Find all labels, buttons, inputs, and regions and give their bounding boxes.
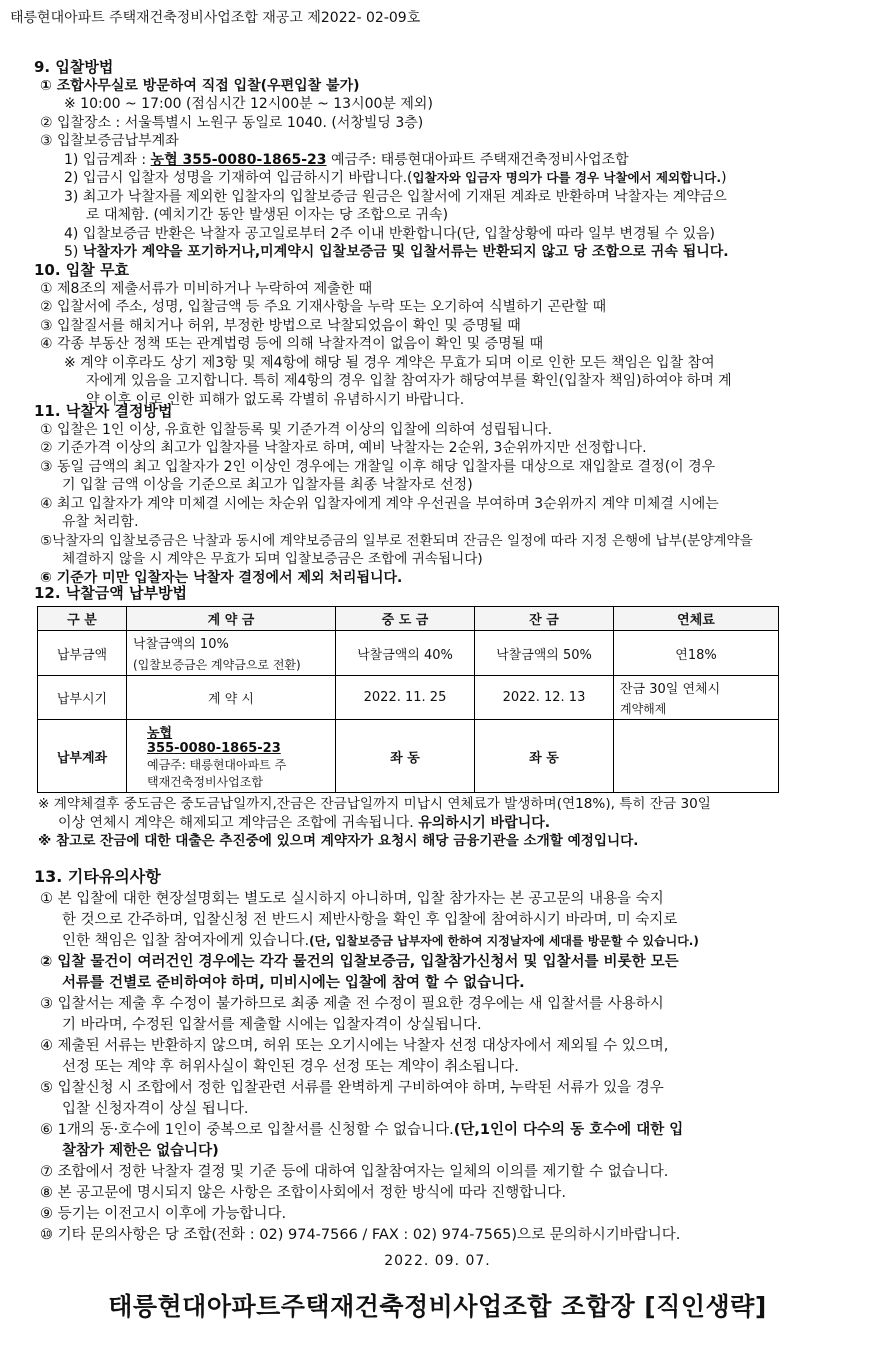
s13-line-12a: ⑥ 1개의 동·호수에 1인이 중복으로 입찰서를 신청할 수 없습니다. [40, 1121, 454, 1138]
s13-line-12 [34, 1120, 699, 1141]
s13-line-11: 입찰 신청자격이 상실 됩니다. [62, 1100, 249, 1117]
s9-line-6a: 2) 입금시 입찰자 성명을 기재하여 입금하시기 바랍니다.( [64, 170, 413, 186]
row-label-timing: 납부시기 [38, 676, 127, 720]
s13-line-13: 찰참가 제한은 없습니다) [62, 1142, 219, 1159]
notice-date: 2022. 09. 07. [384, 1253, 491, 1269]
header-contract: 계 약 금 [127, 607, 336, 631]
s9-line-7: 3) 최고가 낙찰자를 제외한 입찰자의 입찰보증금 원금은 입찰서에 기재된 계좌로 반환하며 낙찰자는 계약금으 [64, 188, 727, 205]
table-row [38, 631, 779, 676]
cell-contract-amount-main: 낙찰금액의 10% [133, 637, 229, 652]
s13-line-10: ⑤ 입찰신청 시 조합에서 정한 입찰관련 서류를 완벽하게 구비하여야 하며, 누락된 서류가 있을 경우 [40, 1079, 664, 1096]
s10-line-4: ④ 각종 부동산 정책 또는 관계법령 등에 의해 낙찰자격이 없음이 확인 및 증명될 때 [40, 336, 544, 352]
section-12-notes [38, 795, 711, 851]
s9-line-10b: 낙찰자가 계약을 포기하거나,미계약시 입찰보증금 및 입찰서류는 반환되지 않고 당 조합으로 귀속 됩니다. [82, 244, 729, 260]
s13-line-7: 기 바라며, 수정된 입찰서를 제출할 시에는 입찰자격이 상실됩니다. [62, 1016, 482, 1033]
header-category: 구 분 [38, 607, 127, 631]
table-row [38, 720, 779, 793]
s11-line-3: ③ 동일 금액의 최고 입찰자가 2인 이상인 경우에는 개찰일 이후 해당 입찰자를 대상으로 재입찰로 결정(이 경우 [40, 458, 716, 475]
header-late-fee: 연체료 [614, 607, 779, 631]
row-label-amount: 납부금액 [38, 631, 127, 676]
cell-account-number: 355-0080-1865-23 [147, 741, 281, 756]
s12-note-3: ※ 참고로 잔금에 대한 대출은 추진중에 있으며 계약자가 요청시 해당 금융기관을 소개할 예정입니다. [38, 833, 639, 849]
cell-late-fee-rate: 연18% [614, 631, 779, 676]
section-13 [34, 868, 699, 1246]
s13-line-14: ⑦ 조합에서 정한 낙찰자 결정 및 기준 등에 대하여 입찰참여자는 일체의 이의를 제기할 수 없습니다. [40, 1163, 669, 1180]
s11-line-6: 유찰 처리함. [62, 514, 139, 530]
s13-line-2: 한 것으로 간주하며, 입찰신청 전 반드시 제반사항을 확인 후 입찰에 참여하시기 바라며, 미 숙지로 [62, 911, 678, 928]
s12-note-2b: 유의하시기 바랍니다. [418, 814, 551, 831]
s9-line-10 [34, 243, 729, 262]
s11-line-5: ④ 최고 입찰자가 계약 미체결 시에는 차순위 입찰자에게 계약 우선권을 부여하며 3순위까지 계약 미체결 시에는 [40, 495, 719, 512]
s11-line-9: ⑥ 기준가 미만 입찰자는 낙찰자 결정에서 제외 처리됩니다. [40, 569, 403, 586]
s9-line-5c: 예금주: 태릉현대아파트 주택재건축정비사업조합 [326, 151, 629, 168]
cell-middle-amount: 낙찰금액의 40% [336, 631, 475, 676]
cell-late-fee-terms-1: 잔금 30일 연체시 [620, 682, 721, 697]
s9-line-2: ※ 10:00 ~ 17:00 (점심시간 12시00분 ~ 13시00분 제외) [64, 96, 433, 112]
s13-line-3a: 인한 책임은 입찰 참여자에게 있습니다. [62, 932, 310, 949]
section-11 [34, 402, 753, 587]
s13-line-3b: (단, 입찰보증금 납부자에 한하여 지정날자에 세대를 방문할 수 있습니다.) [309, 933, 699, 948]
notice-header: 태릉현대아파트 주택재건축정비사업조합 재공고 제2022- 02-09호 [10, 10, 421, 26]
cell-account-bank: 농협 [147, 726, 173, 741]
cell-contract-timing: 계 약 시 [127, 676, 336, 720]
cell-balance-amount: 낙찰금액의 50% [475, 631, 614, 676]
s11-line-1: ① 입찰은 1인 이상, 유효한 입찰등록 및 기준가격 이상의 입찰에 의하여 성립됩니다. [40, 421, 553, 438]
cell-same-left-2: 좌 동 [475, 720, 614, 793]
s10-line-2: ② 입찰서에 주소, 성명, 입찰금액 등 주요 기재사항을 누락 또는 오기하여 식별하기 곤란할 때 [40, 299, 607, 315]
s13-line-1: ① 본 입찰에 대한 현장설명회는 별도로 실시하지 아니하며, 입찰 참가자는 본 공고문의 내용을 숙지 [40, 890, 664, 907]
s12-note-2a: 이상 연체시 계약은 해제되고 계약금은 조합에 귀속됩니다. [58, 814, 419, 831]
s13-line-5: 서류를 건별로 준비하여야 하며, 미비시에는 입찰에 참여 할 수 없습니다. [62, 974, 525, 991]
s9-line-4: ③ 입찰보증금납부계좌 [40, 133, 179, 149]
header-balance: 잔 금 [475, 607, 614, 631]
cell-account-holder-1: 예금주: 태릉현대아파트 주 [147, 758, 287, 772]
cell-account [127, 720, 336, 793]
cell-balance-date: 2022. 12. 13 [475, 676, 614, 720]
cell-late-fee-terms [614, 676, 779, 720]
s11-line-7: ⑤낙찰자의 입찰보증금은 낙찰과 동시에 계약보증금의 일부로 전환되며 잔금은 일정에 따라 지정 은행에 납부(분양계약을 [40, 532, 753, 549]
s13-line-15: ⑧ 본 공고문에 명시되지 않은 사항은 조합이사회에서 정한 방식에 따라 진행합니다. [40, 1184, 566, 1201]
cell-same-left-1: 좌 동 [336, 720, 475, 793]
signature-line: 태릉현대아파트주택재건축정비사업조합 조합장 [직인생략] [108, 1292, 767, 1321]
s9-line-5a: 1) 입금계좌 : [64, 151, 151, 168]
s9-line-6c: ) [721, 170, 727, 186]
cell-empty [614, 720, 779, 793]
section-9 [34, 58, 729, 262]
s13-line-6: ③ 입찰서는 제출 후 수정이 불가하므로 최종 제출 전 수정이 필요한 경우에는 새 입찰서를 사용하시 [40, 995, 664, 1012]
s10-line-3: ③ 입찰질서를 해치거나 허위, 부정한 방법으로 낙찰되었음이 확인 및 증명될 때 [40, 317, 521, 334]
s10-line-6: 자에게 있음을 고지합니다. 특히 제4항의 경우 입찰 참여자가 해당여부를 확인(입찰자 책임)하여야 하며 계 [86, 373, 732, 389]
s13-line-4: ② 입찰 물건이 여러건인 경우에는 각각 물건의 입찰보증금, 입찰참가신청서 및 입찰서를 비롯한 모든 [40, 953, 679, 970]
s9-line-6b: 입찰자와 입금자 명의가 다를 경우 낙찰에서 제외합니다. [412, 170, 722, 185]
s11-line-4: 기 입찰 금액 이상을 기준으로 최고가 입찰자를 최종 낙찰자로 선정) [62, 477, 473, 493]
s9-line-10a: 5) [64, 244, 83, 260]
cell-account-holder-2: 택재건축정비사업조합 [147, 775, 263, 789]
s13-line-17: ⑩ 기타 문의사항은 당 조합(전화 : 02) 974-7566 / FAX : 02) 974-7565)으로 문의하시기바랍니다. [40, 1226, 681, 1243]
s9-line-9: 4) 입찰보증금 반환은 낙찰자 공고일로부터 2주 이내 반환합니다(단, 입찰상황에 따라 일부 변경될 수 있음) [64, 225, 715, 242]
row-label-account: 납부계좌 [38, 720, 127, 793]
s9-line-8: 로 대체함. (예치기간 동안 발생된 이자는 당 조합으로 귀속) [86, 207, 449, 223]
s10-line-7: 약 이후 이로 인한 피해가 없도록 각별히 유념하시기 바랍니다. [86, 391, 465, 408]
s13-line-8: ④ 제출된 서류는 반환하지 않으며, 허위 또는 오기시에는 낙찰자 선정 대상자에서 제외될 수 있으며, [40, 1037, 669, 1054]
s9-account: 농협 355-0080-1865-23 [150, 151, 327, 168]
s13-line-9: 선정 또는 계약 후 허위사실이 확인된 경우 선정 또는 계약이 취소됩니다. [62, 1058, 519, 1075]
cell-contract-amount [127, 631, 336, 676]
section-9-title: 9. 입찰방법 [34, 58, 114, 76]
s10-line-1: ① 제8조의 제출서류가 미비하거나 누락하여 제출한 때 [40, 280, 373, 297]
section-10 [34, 261, 732, 409]
header-middle: 중 도 금 [336, 607, 475, 631]
cell-middle-date: 2022. 11. 25 [336, 676, 475, 720]
s13-line-3 [34, 931, 699, 952]
s11-line-2: ② 기준가격 이상의 최고가 입찰자를 낙찰자로 하며, 예비 낙찰자는 2순위, 3순위까지만 선정합니다. [40, 440, 647, 456]
section-12-title: 12. 낙찰금액 납부방법 [34, 584, 187, 602]
s12-note-2 [38, 814, 711, 833]
table-row [38, 676, 779, 720]
s13-line-12b: (단,1인이 다수의 동 호수에 대한 입 [453, 1121, 684, 1138]
table-header-row [38, 607, 779, 631]
cell-contract-amount-note: (입찰보증금은 계약금으로 전환) [133, 658, 301, 672]
s9-line-6 [34, 169, 729, 188]
section-12 [34, 584, 187, 603]
s11-line-8: 체결하지 않을 시 계약은 무효가 되며 입찰보증금은 조합에 귀속됩니다) [62, 551, 483, 567]
s10-line-5: ※ 계약 이후라도 상기 제3항 및 제4항에 해당 될 경우 계약은 무효가 되며 이로 인한 모든 책임은 입찰 참여 [64, 354, 715, 371]
cell-late-fee-terms-2: 계약해제 [620, 702, 667, 716]
s9-line-1: ① 조합사무실로 방문하여 직접 입찰(우편입찰 불가) [40, 77, 360, 94]
s9-line-5 [34, 151, 729, 170]
s13-line-16: ⑨ 등기는 이전고시 이후에 가능합니다. [40, 1205, 287, 1222]
section-10-title: 10. 입찰 무효 [34, 261, 129, 279]
section-11-title: 11. 낙찰자 결정방법 [34, 402, 173, 420]
payment-table [37, 606, 779, 793]
s12-note-1: ※ 계약체결후 중도금은 중도금납일까지,잔금은 잔금납일까지 미납시 연체료가 발생하며(연18%), 특히 잔금 30일 [38, 796, 711, 812]
s9-line-3: ② 입찰장소 : 서울특별시 노원구 동일로 1040. (서창빌딩 3층) [40, 114, 424, 131]
section-13-title: 13. 기타유의사항 [34, 867, 161, 886]
